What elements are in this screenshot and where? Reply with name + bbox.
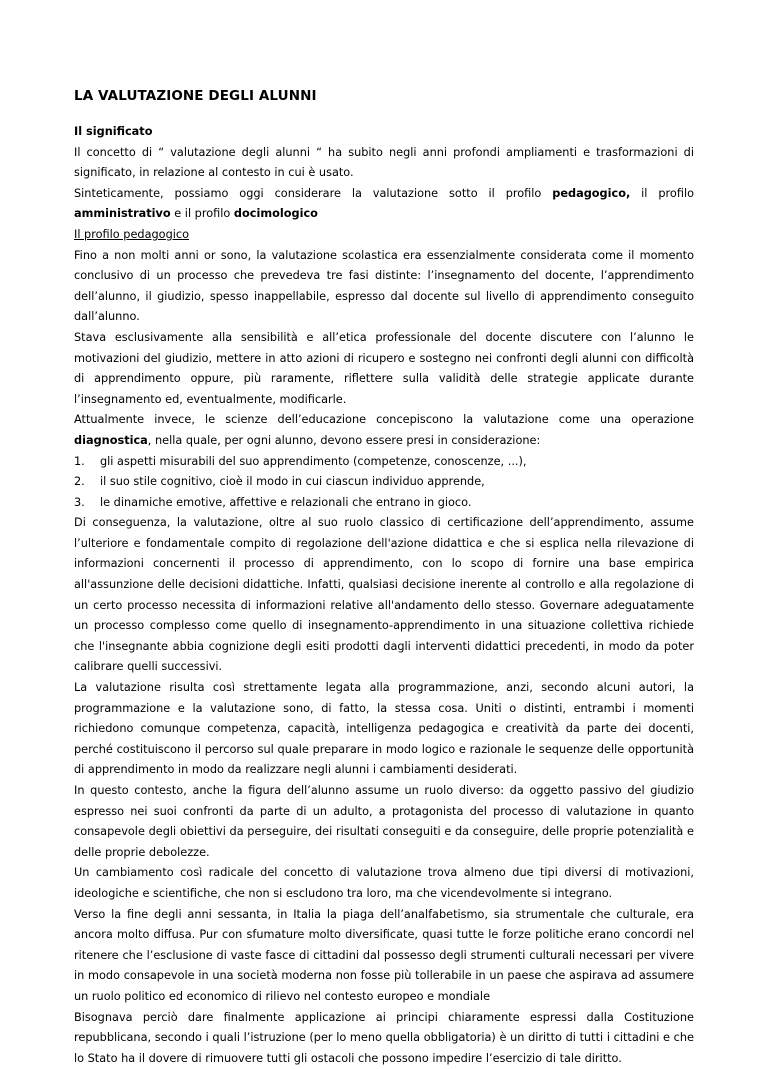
paragraph-2-text-c: il profilo bbox=[630, 186, 694, 200]
paragraph-11: Bisognava perciò dare finalmente applicazione ai principi chiaramente espressi dalla Costituzione repubblicana, secondo i quali l’istruzione (per lo meno quella obbligatoria) è un diritto di tutti i cittadini e che lo Stato ha il dovere di rimuovere tutti gli ostacoli che possono impedire l’esercizio di tale diritto. bbox=[74, 1010, 694, 1065]
subheading-profilo-pedagogico: Il profilo pedagogico bbox=[74, 227, 190, 241]
paragraph-7: La valutazione risulta così strettamente legata alla programmazione, anzi, secondo alcuni autori, la programmazione e la valutazione sono, di fatto, la stessa cosa. Uniti o distinti, entrambi i momenti richiedono comunque competenza, capacità, intelligenza pedagogica e creatività da parte dei docenti, perché costituiscono il percorso sul quale preparare in modo logico e razionale le sequenze delle opportunità di apprendimento in modo da realizzare negli alunni i cambiamenti desiderati. bbox=[74, 681, 694, 777]
paragraph-4: Stava esclusivamente alla sensibilità e all’etica professionale del docente discutere con l’alunno le motivazioni del giudizio, mettere in atto azioni di ricupero e sostegno nei confronti degli alunni con difficoltà di apprendimento oppure, più raramente, riflettere sulla validità delle strategie applicate durante l’insegnamento ed, eventualmente, modificarle. bbox=[74, 330, 694, 406]
list-item-number: 2. bbox=[74, 475, 85, 489]
list-item-number: 3. bbox=[74, 495, 85, 509]
list-item bbox=[74, 493, 694, 514]
bold-term-diagnostica: diagnostica bbox=[74, 433, 148, 447]
list-item-text: il suo stile cognitivo, cioè il modo in cui ciascun individuo apprende, bbox=[100, 475, 485, 489]
paragraph-5 bbox=[74, 410, 694, 451]
paragraph-1: Il concetto di “ valutazione degli alunni “ ha subito negli anni profondi ampliamenti e trasformazioni di significato, in relazione al contesto in cui è usato. bbox=[74, 145, 694, 180]
paragraph-3: Fino a non molti anni or sono, la valutazione scolastica era essenzialmente considerata come il momento conclusivo di un processo che prevedeva tre fasi distinte: l’insegnamento del docente, l’apprendimento dell’alunno, il giudizio, spesso inappellabile, espresso dal docente sul livello di apprendimento conseguito dall’alunno. bbox=[74, 248, 694, 324]
document-body bbox=[74, 122, 694, 1069]
list-item-number: 1. bbox=[74, 454, 85, 468]
paragraph-9: Un cambiamento così radicale del concetto di valutazione trova almeno due tipi diversi di motivazioni, ideologiche e scientifiche, che non si escludono tra loro, ma che vicendevolmente si integrano. bbox=[74, 866, 694, 900]
document-title: LA VALUTAZIONE DEGLI ALUNNI bbox=[74, 88, 317, 104]
list-item bbox=[74, 452, 694, 473]
numbered-list bbox=[74, 452, 694, 514]
list-item bbox=[74, 472, 694, 493]
paragraph-2-text-d: e il profilo bbox=[170, 207, 234, 221]
paragraph-8: In questo contesto, anche la figura dell’alunno assume un ruolo diverso: da oggetto passivo del giudizio espresso nei suoi confronti da parte di un adulto, a protagonista del processo di valutazione in quanto consapevole degli obiettivi da perseguire, dei risultati conseguiti e da conseguire, delle proprie potenzialità e delle proprie debolezze. bbox=[74, 784, 694, 859]
bold-term-amministrativo: amministrativo bbox=[74, 207, 171, 221]
bold-term-docimologico: docimologico bbox=[233, 207, 318, 221]
bold-term-pedagogico: pedagogico, bbox=[552, 186, 631, 200]
paragraph-2 bbox=[74, 184, 694, 225]
section-heading: Il significato bbox=[74, 125, 153, 138]
list-item-text: gli aspetti misurabili del suo apprendimento (competenze, conoscenze, ...), bbox=[100, 454, 527, 468]
list-item-text: le dinamiche emotive, affettive e relazionali che entrano in gioco. bbox=[100, 495, 472, 509]
paragraph-10: Verso la fine degli anni sessanta, in Italia la piaga dell’analfabetismo, sia strumentale che culturale, era ancora molto diffusa. Pur con sfumature molto diversificate, quasi tutte le forze politiche erano concordi nel ritenere che l’esclusione di vaste fasce di cittadini dal possesso degli strumenti culturali necessari per vivere in modo consapevole in una società moderna non fosse più tollerabile in un paese che aspirava ad assumere un ruolo politico ed economico di rilievo nel contesto europeo e mondiale bbox=[74, 907, 694, 1003]
paragraph-5-text-c: , nella quale, per ogni alunno, devono essere presi in considerazione: bbox=[147, 433, 541, 447]
paragraph-6: Di conseguenza, la valutazione, oltre al suo ruolo classico di certificazione dell’apprendimento, assume l’ulteriore e fondamentale compito di regolazione dell'azione didattica e che si esplica nella rilevazione di informazioni concernenti il processo di apprendimento, con lo scopo di fornire una base empirica all'assunzione delle decisioni didattiche. Infatti, qualsiasi decisione inerente al controllo e alla regolazione di un certo processo necessita di informazioni relative all'andamento dello stesso. Governare adeguatamente un processo complesso come quello di insegnamento-apprendimento in una situazione collettiva richiede che l'insegnante abbia cognizione degli esiti prodotti dagli interventi didattici precedenti, in modo da poter calibrare quelli successivi. bbox=[74, 516, 694, 674]
paragraph-2-text-a: Sinteticamente, possiamo oggi considerare la valutazione sotto il profilo bbox=[74, 186, 553, 200]
paragraph-5-text-a: Attualmente invece, le scienze dell’educazione concepiscono la valutazione come una operazione bbox=[74, 413, 694, 427]
